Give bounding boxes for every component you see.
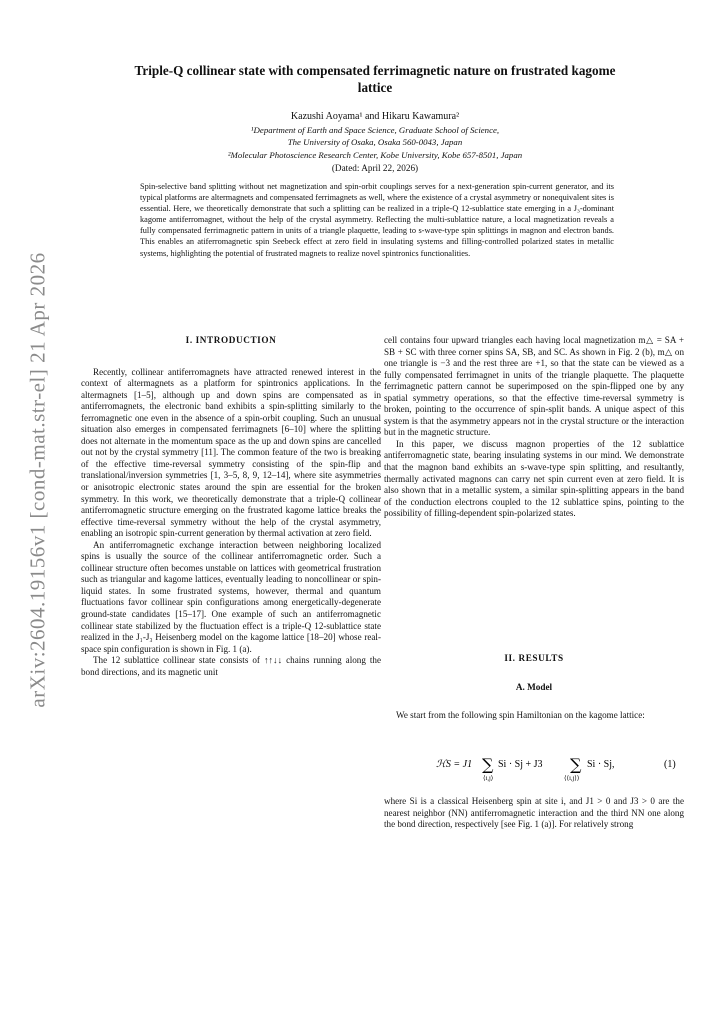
- left-column: [81, 335, 381, 678]
- paper-title: [60, 62, 690, 96]
- equation-term-1: Si · Sj + J3: [498, 759, 543, 770]
- intro-paragraph-3: The 12 sublattice collinear state consists of ↑↑↓↓ chains running along the bond directions, and its magnetic unit: [81, 655, 381, 677]
- right-paragraph-2: In this paper, we discuss magnon properties of the 12 sublattice antiferromagnetic state, bearing insulating systems in our mind. We demonstrate that the magnon band exhibits an s-wave-type spin splitting, and resultantly, thermally activated magnons can carry net spin current even at zero field. It is also shown that in a metallic system, a similar spin-splitting appears in the band of the conduction electrons coupled to the 12 sublattice spins, pointing to the possibility of filling-dependent spin-polarized states.: [384, 438, 684, 519]
- hamiltonian-equation: [384, 753, 684, 783]
- intro-paragraph-2: An antiferromagnetic exchange interaction between neighboring localized spins is usually the source of the collinear antiferromagnetic order. Such a collinear structure often becomes unstable on lattices with geometrical frustration such as triangular and kagome lattices, eventually leading to noncollinear or spin-liquid states. In some frustrated systems, however, thermal and quantum fluctuations favor collinear spin configurations among energetically-degenerate ground-state candidates [15–17]. One example of such an antiferromagnetic collinear state stabilized by the fluctuation effect is a triple-Q 12-sublattice state realized in the J₁-J₃ Heisenberg model on the kagome lattice [18–20] whose real-space spin configuration is shown in Fig. 1 (a).: [81, 539, 381, 654]
- title-line-2: lattice: [357, 80, 393, 95]
- title-line-1: Triple-Q collinear state with compensated ferrimagnetic nature on frustrated kagome: [134, 63, 616, 78]
- subsection-heading-model: A. Model: [515, 681, 553, 692]
- section-heading-results: II. RESULTS: [504, 653, 564, 663]
- results-section: [384, 653, 684, 722]
- equation-term-2: Si · Sj,: [587, 759, 615, 770]
- equation-number: (1): [664, 759, 676, 770]
- section-heading-introduction: I. INTRODUCTION: [185, 335, 277, 345]
- model-intro: We start from the following spin Hamiltonian on the kagome lattice:: [396, 710, 645, 721]
- arxiv-identifier: arXiv:2604.19156v1 [cond-mat.str-el] 21 Apr 2026: [25, 252, 50, 708]
- sum-2-index: ⟨⟨i,j⟩⟩: [564, 775, 580, 782]
- intro-paragraph-1: Recently, collinear antiferromagnets have attracted renewed interest in the context of altermagnets as a platform for spintronics applications. In the altermagnets [1–5], although up and down spins are compensated as in antiferromagnets, the electronic band exhibits a spin-splitting similarly to the ferromagnetic one even in the absence of a spin-orbit coupling. Such an unusual situation also emerges in compensated ferrimagnets [6–10] where the splitting does not alternate in the momentum space as the up and down spins are cancelled out not by the crystal symmetry [11]. The common feature of the two is breaking of the effective time-reversal symmetry consisting of the spin-flip and translational/inversion symmetries [1, 3–5, 8, 9, 12–14], where site asymmetries or anisotropic electronic states around the spin are essential for the broken symmetry. In this work, we theoretically demonstrate that a triple-Q collinear antiferromagnetic structure emerging on the frustrated kagome lattice breaks the effective time-reversal symmetry without the help of the crystal asymmetry, enabling an isotropic spin-current generation by thermal activation at zero field.: [81, 366, 381, 539]
- affiliation-2: ²Molecular Photoscience Research Center, Kobe University, Kobe 657-8501, Japan: [227, 150, 523, 160]
- date-line: (Dated: April 22, 2026): [331, 163, 419, 173]
- sum-symbol-1: ∑: [482, 755, 494, 774]
- sum-1-index: ⟨i,j⟩: [483, 775, 494, 782]
- arxiv-sidebar: [8, 240, 68, 720]
- after-equation-text: [384, 796, 684, 831]
- authors: Kazushi Aoyama¹ and Hikaru Kawamura²: [290, 111, 460, 122]
- equation-lhs: ℋS = J1: [436, 759, 473, 770]
- after-equation-paragraph: where Si is a classical Heisenberg spin at site i, and J1 > 0 and J3 > 0 are the nearest neighbor (NN) antiferromagnetic interaction and the third NN one along the bond direction, respectively [see Fig. 1 (a)]. For relatively strong: [384, 796, 684, 830]
- abstract: Spin-selective band splitting without net magnetization and spin-orbit couplings serves for a next-generation spin-current generator, and its typical platforms are altermagnets and compensated ferrimagnets as well, where the existence of a crystal asymmetry or nonequivalent sites is essential. Here, we theoretically demonstrate that such a splitting can be realized in a triple-Q 12-sublattice state emerging in a J₃-dominant kagome antiferromagnet, without the help of the crystal asymmetry. Reflecting the multi-sublattice nature, a local magnetization reveals a fully compensated ferrimagnetic pattern in units of a triangle plaquette, leading to s-wave-type spin splittings in magnon and electron bands. This enables an atiferromagnetic spin Seebeck effect at zero field in insulating systems and filling-controlled polarized states in metallic systems, highlighting the potential of frustrated magnets to realize novel spintronics functionalities.: [140, 182, 614, 258]
- affiliation-1-cont: The University of Osaka, Osaka 560-0043, Japan: [287, 137, 463, 147]
- right-paragraph-continued: cell contains four upward triangles each having local magnetization m△ = SA + SB + SC with three corner spins SA, SB, and SC. As shown in Fig. 2 (b), m△ on one triangle is −3 and the rest three are +1, so that the state can be viewed as a fully compensated ferrimagnet in units of the triangle plaquette. The plaquette ferrimagnetic pattern cannot be superimposed on the spin-flipped one by any spatial symmetry operations, so that the effective time-reversal symmetry is broken, pointing to the occurrence of spin-split bands. A unique aspect of this system is that the asymmetry appears not in the crystal structure or the interaction but in the magnetic structure.: [384, 335, 684, 438]
- sum-symbol-2: ∑: [570, 755, 582, 774]
- right-column: [384, 335, 684, 520]
- affiliation-1: ¹Department of Earth and Space Science, Graduate School of Science,: [250, 125, 500, 135]
